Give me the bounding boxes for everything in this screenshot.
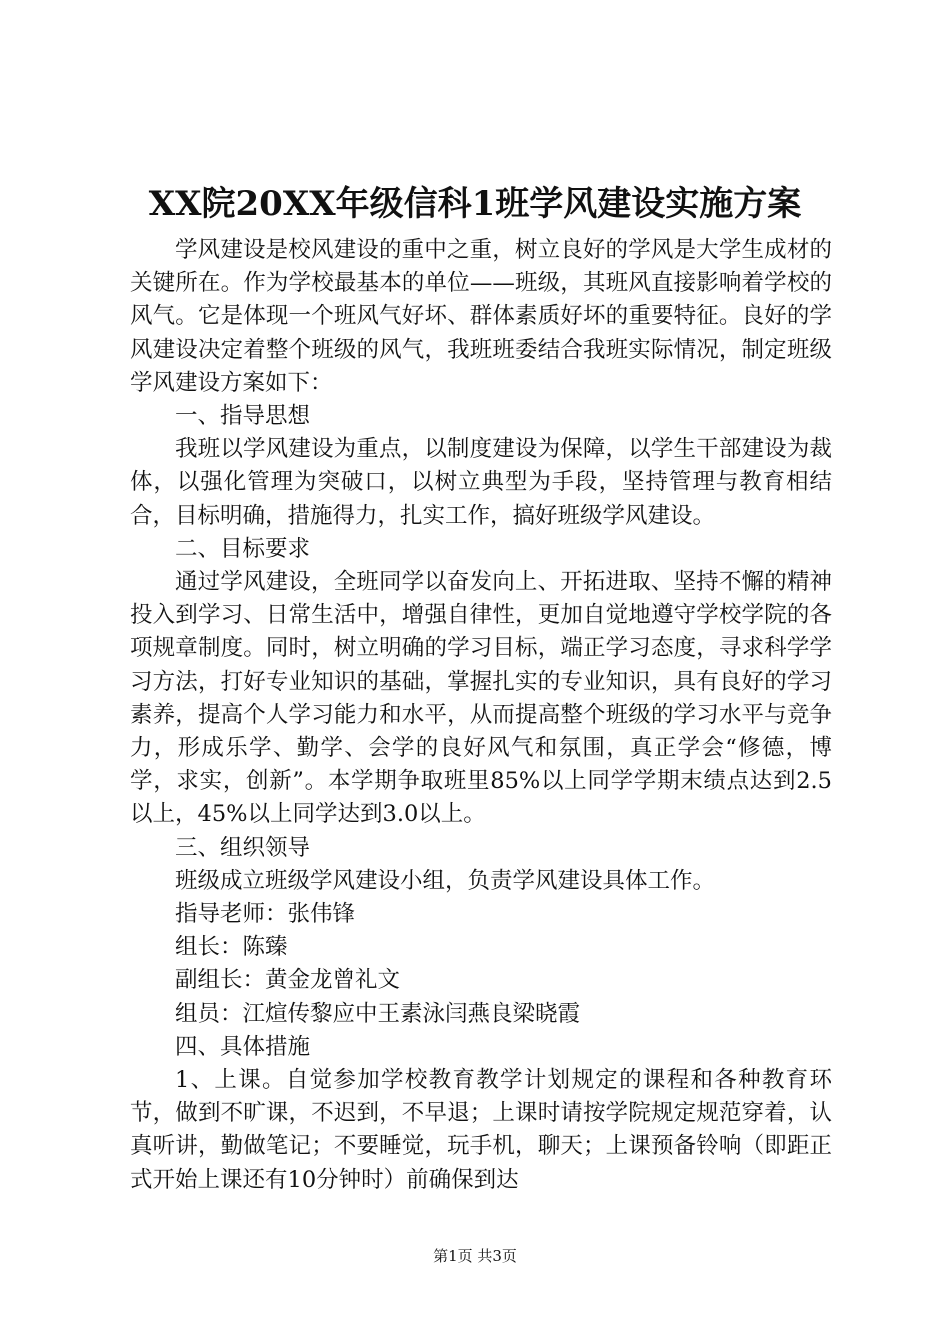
heading-organization: 三、组织领导 <box>175 834 311 861</box>
paragraph-organization: 班级成立班级学风建设小组，负责学风建设具体工作。 <box>175 867 716 894</box>
paragraph-intro: 学风建设是校风建设的重中之重，树立良好的学风是大学生成材的关键所在。作为学校最基本的单位——班级，其班风直接影响着学校的风气。它是体现一个班风气好坏、群体素质好坏的重要特征。良好的学风建设决定着整个班级的风气，我班班委结合我班实际情况，制定班级学风建设方案如下： <box>130 237 832 396</box>
paragraph-measure-class: 1、上课。自觉参加学校教育教学计划规定的课程和各种教育环节，做到不旷课，不迟到，不早退；上课时请按学院规定规范穿着，认真听讲，勤做笔记；不要睡觉，玩手机，聊天；上课预备铃响（即距正式开始上课还有10分钟时）前确保到达 <box>130 1067 832 1193</box>
advisor-line: 指导老师：张伟锋 <box>175 901 356 928</box>
page-number: 第1页 共3页 <box>433 1247 517 1265</box>
document-title: XX院20XX年级信科1班学风建设实施方案 <box>148 184 802 224</box>
document-body <box>130 234 832 1197</box>
paragraph-goals: 通过学风建设，全班同学以奋发向上、开拓进取、坚持不懈的精神投入到学习、日常生活中，增强自律性，更加自觉地遵守学校学院的各项规章制度。同时，树立明确的学习目标，端正学习态度，寻求科学学习方法，打好专业知识的基础，掌握扎实的专业知识，具有良好的学习素养，提高个人学习能力和水平，从而提高整个班级的学习水平与竞争力，形成乐学、勤学、会学的良好风气和氛围，真正学会“修德，博学，求实，创新”。本学期争取班里85%以上同学学期末绩点达到2.5以上，45%以上同学达到3.0以上。 <box>130 569 832 828</box>
members-line: 组员：江煊传黎应中王素泳闫燕良梁晓霞 <box>175 1000 581 1027</box>
heading-goals: 二、目标要求 <box>175 535 311 562</box>
heading-measures: 四、具体措施 <box>175 1033 311 1060</box>
paragraph-guiding-thought: 我班以学风建设为重点，以制度建设为保障，以学生干部建设为裁体，以强化管理为突破口，以树立典型为手段，坚持管理与教育相结合，目标明确，措施得力，扎实工作，搞好班级学风建设。 <box>130 436 832 529</box>
leader-line: 组长：陈臻 <box>175 934 288 961</box>
deputy-leader-line: 副组长：黄金龙曾礼文 <box>175 967 401 994</box>
heading-guiding-thought: 一、指导思想 <box>175 403 311 430</box>
